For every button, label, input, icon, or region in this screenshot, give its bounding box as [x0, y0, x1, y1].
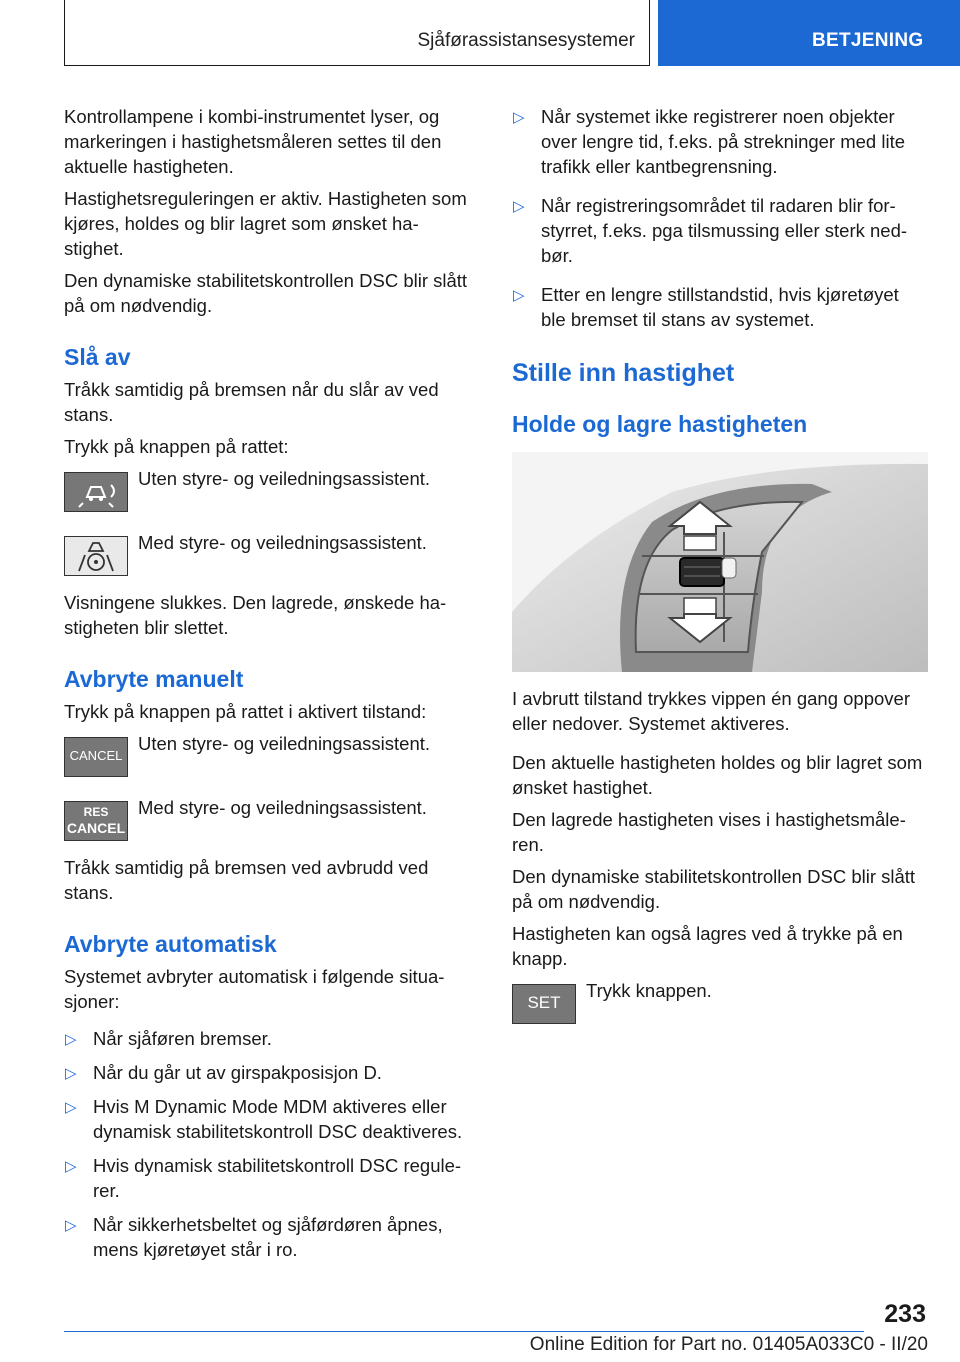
icon-description: Med styre- og veiledningsassistent. — [138, 532, 427, 553]
triangle-bullet-icon: ▷ — [65, 1031, 77, 1048]
paragraph: Tråkk samtidig på bremsen når du slår av ved stans. — [64, 379, 439, 425]
paragraph: Trykk på knappen på rattet i aktivert tilstand: — [64, 701, 427, 722]
list-item: ▷ Når sikkerhetsbeltet og sjåførdøren åpnes, mens kjøretøyet står i ro. — [65, 1214, 443, 1260]
icon-description: Trykk knappen. — [586, 980, 712, 1001]
heading-holde-og-lagre: Holde og lagre hastigheten — [512, 411, 808, 437]
paragraph: Visningene slukkes. Den lagrede, ønskede ha-stigheten blir slettet. — [64, 592, 447, 638]
icon-row — [512, 978, 928, 1038]
right-column — [512, 104, 928, 1038]
paragraph: Kontrollampene i kombi-instrumentet lyser, og markeringen i hastighetsmåleren settes til den aktuelle hastigheten. — [64, 106, 442, 177]
chapter-tab[interactable] — [658, 0, 960, 66]
footer-edition: Online Edition for Part no. 01405A033C0 - II/20 — [529, 1334, 928, 1355]
header-box — [64, 0, 650, 66]
triangle-bullet-icon: ▷ — [65, 1158, 77, 1175]
paragraph: Systemet avbryter automatisk i følgende situa-sjoner: — [64, 966, 445, 1012]
paragraph: Hastigheten kan også lagres ved å trykke på en knapp. — [512, 923, 903, 969]
paragraph: Den aktuelle hastigheten holdes og blir lagret som ønsket hastighet. — [512, 752, 923, 798]
steering-assist-icon — [64, 536, 128, 576]
heading-stille-inn-hastighet: Stille inn hastighet — [512, 359, 735, 387]
chapter-tab-label: BETJENING — [812, 30, 924, 51]
list-item: ▷ Når du går ut av girspakposisjon D. — [64, 1060, 478, 1085]
paragraph: I avbrutt tilstand trykkes vippen én gang oppover eller nedover. Systemet aktiveres. — [512, 688, 910, 734]
paragraph: Trykk på knappen på rattet: — [64, 436, 289, 457]
list-item: ▷ Når registreringsområdet til radaren blir for-styrret, f.eks. pga tilsmussing eller sterk ned-bør. — [513, 195, 908, 266]
steering-wheel-rocker-photo — [512, 452, 928, 672]
cancel-button-icon: CANCEL — [64, 737, 128, 777]
paragraph: Den lagrede hastigheten vises i hastighetsmåle-ren. — [512, 809, 906, 855]
icon-row — [64, 466, 478, 526]
triangle-bullet-icon: ▷ — [65, 1099, 77, 1116]
heading-sla-av: Slå av — [64, 344, 131, 370]
list-item: ▷ Når systemet ikke registrerer noen objekter over lengre tid, f.eks. på strekninger med lite trafikk eller kantbegrensning. — [513, 106, 906, 177]
heading-avbryte-automatisk: Avbryte automatisk — [64, 931, 277, 957]
paragraph: Den dynamiske stabilitetskontrollen DSC blir slått på om nødvendig. — [64, 270, 468, 316]
triangle-bullet-icon: ▷ — [513, 287, 525, 304]
icon-row — [64, 530, 478, 590]
cruise-control-off-icon — [64, 472, 128, 512]
paragraph: Tråkk samtidig på bremsen ved avbrudd ved stans. — [64, 857, 429, 903]
list-item: ▷ Når sjåføren bremser. — [64, 1026, 478, 1051]
heading-avbryte-manuelt: Avbryte manuelt — [64, 666, 244, 692]
triangle-bullet-icon: ▷ — [513, 109, 525, 126]
left-column — [64, 104, 478, 1271]
icon-row — [64, 795, 478, 855]
set-button-icon: SET — [512, 984, 576, 1024]
bullet-list — [64, 1026, 478, 1262]
icon-description: Uten styre- og veiledningsassistent. — [138, 468, 431, 489]
section-title: Sjåførassistansesystemer — [417, 30, 635, 51]
triangle-bullet-icon: ▷ — [513, 198, 525, 215]
icon-row — [64, 731, 478, 791]
footer-divider — [64, 1331, 864, 1332]
bullet-list — [512, 104, 928, 332]
list-item: ▷ Etter en lengre stillstandstid, hvis kjøretøyet ble bremset til stans av systemet. — [513, 284, 899, 330]
page-number: 233 — [884, 1300, 926, 1328]
list-item: ▷ Hvis dynamisk stabilitetskontroll DSC regule-rer. — [65, 1155, 462, 1201]
res-cancel-button-icon: RES CANCEL — [64, 801, 128, 841]
triangle-bullet-icon: ▷ — [65, 1217, 77, 1234]
triangle-bullet-icon: ▷ — [65, 1065, 77, 1082]
list-item: ▷ Hvis M Dynamic Mode MDM aktiveres eller dynamisk stabilitetskontroll DSC deaktiveres. — [65, 1096, 463, 1142]
paragraph: Hastighetsreguleringen er aktiv. Hastigheten som kjøres, holdes og blir lagret som ønsket ha-stighet. — [64, 188, 467, 259]
paragraph: Den dynamiske stabilitetskontrollen DSC blir slått på om nødvendig. — [512, 866, 916, 912]
icon-description: Uten styre- og veiledningsassistent. — [138, 733, 431, 754]
icon-description: Med styre- og veiledningsassistent. — [138, 797, 427, 818]
